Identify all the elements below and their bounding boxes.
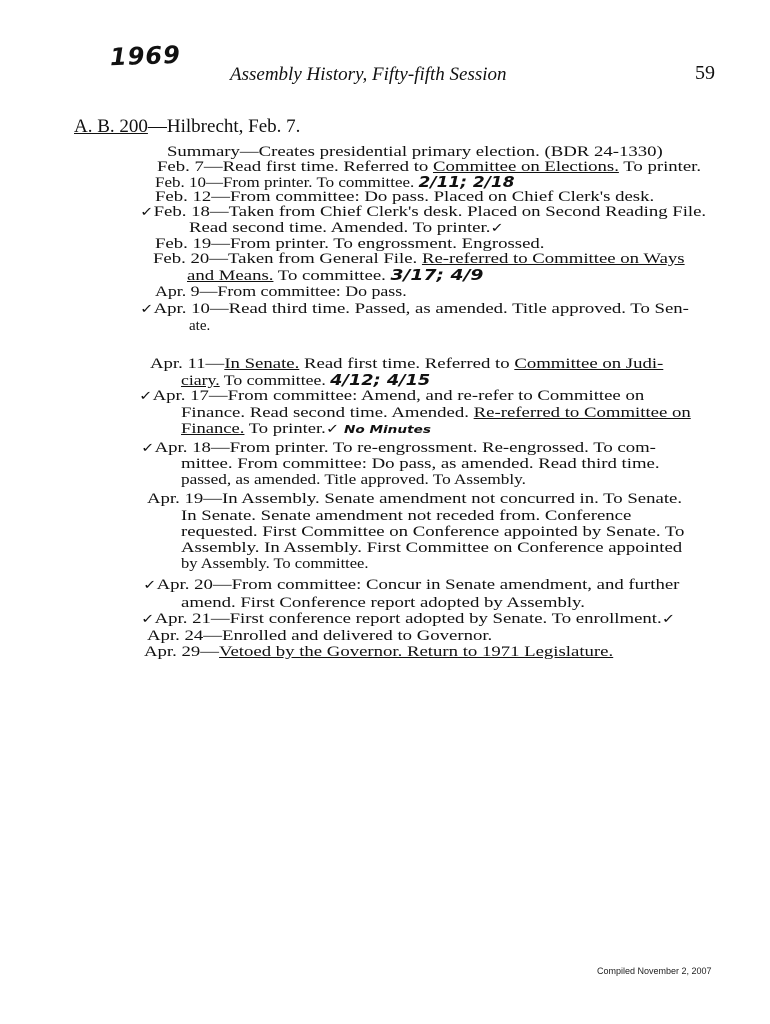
history-line (181, 509, 631, 524)
history-line (181, 596, 585, 611)
history-text: Finance. Read second time. Amended. (181, 405, 474, 421)
history-line (181, 541, 682, 556)
history-line (143, 578, 679, 593)
history-text: Apr. 17—From committee: Amend, and re-refer to Committee on (152, 388, 645, 404)
history-text: Feb. 12—From committee: Do pass. Placed on Chief Clerk's desk. (155, 189, 655, 205)
history-line (147, 492, 682, 507)
history-line (181, 557, 368, 572)
history-line (167, 145, 663, 160)
history-line (147, 629, 492, 644)
history-text: Apr. 29— (144, 644, 219, 660)
history-text: Apr. 19—In Assembly. Senate amendment not concurred in. To Senate. (147, 491, 683, 507)
history-text: requested. First Committee on Conference appointed by Senate. To (181, 524, 685, 540)
underlined-text: Committee on Judi- (514, 356, 664, 372)
history-line (181, 422, 431, 437)
underlined-text: Re-referred to Committee on Ways (421, 251, 685, 267)
checkmark-icon: ✓ (143, 578, 157, 593)
history-line (181, 525, 684, 540)
history-text: To printer. (244, 421, 326, 437)
history-text: Apr. 9—From committee: Do pass. (155, 284, 407, 300)
history-line (155, 285, 407, 300)
history-line (181, 373, 430, 389)
history-line (141, 612, 675, 627)
checkmark-icon: ✓ (141, 441, 155, 456)
handwritten-date-note: 4/12; 4/15 (330, 371, 431, 389)
history-text: Apr. 24—Enrolled and delivered to Governor. (147, 628, 493, 644)
history-text: Feb. 10—From printer. To committee. (155, 175, 419, 191)
history-line (139, 389, 644, 404)
handwritten-date-note: 3/17; 4/9 (390, 266, 484, 284)
checkmark-icon: ✓ (661, 612, 676, 627)
history-text: In Senate. Senate amendment not receded from. Conference (181, 508, 632, 524)
underlined-text: and Means. (187, 268, 274, 284)
history-line (181, 406, 691, 421)
handwritten-date-note: 2/11; 2/18 (418, 173, 515, 191)
history-text: Feb. 18—Taken from Chief Clerk's desk. Placed on Second Reading File. (153, 204, 707, 220)
history-line (181, 457, 660, 472)
history-line (181, 473, 526, 488)
history-text: ate. (189, 318, 211, 334)
history-line (144, 645, 613, 660)
page-number: 59 (695, 62, 715, 84)
checkmark-icon: ✓ (140, 302, 154, 317)
history-text: To committee. (219, 373, 331, 389)
history-text: Apr. 11— (150, 356, 225, 372)
underlined-text: Vetoed by the Governor. Return to 1971 Legislature. (219, 644, 614, 660)
history-line (155, 190, 654, 205)
history-text: passed, as amended. Title approved. To Assembly. (181, 472, 526, 488)
underlined-text: Committee on Elections. (432, 159, 619, 175)
compiled-date-footer: Compiled November 2, 2007 (597, 966, 712, 976)
underlined-text: Re-referred to Committee on (473, 405, 691, 421)
history-text: To printer. (618, 159, 702, 175)
history-line (140, 302, 689, 317)
handwritten-note: No Minutes (343, 423, 431, 436)
checkmark-icon: ✓ (490, 221, 505, 236)
history-text: Feb. 19—From printer. To engrossment. Engrossed. (155, 236, 545, 252)
underlined-text: ciary. (181, 373, 220, 389)
history-line (189, 221, 504, 236)
history-text: Assembly. In Assembly. First Committee on Conference appointed (181, 540, 683, 556)
history-line (140, 205, 706, 220)
history-text: mittee. From committee: Do pass, as amended. Read third time. (181, 456, 660, 472)
history-line (155, 237, 544, 252)
history-text: by Assembly. To committee. (181, 556, 369, 572)
history-line (187, 268, 483, 284)
history-text: Read second time. Amended. To printer. (189, 220, 491, 236)
history-text: Feb. 20—Taken from General File. (153, 251, 422, 267)
bill-sponsor: —Hilbrecht, Feb. 7. (147, 116, 301, 137)
history-text: Apr. 10—Read third time. Passed, as amended. Title approved. To Sen- (153, 301, 689, 317)
checkmark-icon: ✓ (325, 422, 340, 437)
underlined-text: In Senate. (224, 356, 300, 372)
history-line (153, 252, 685, 267)
history-text: amend. First Conference report adopted by Assembly. (181, 595, 585, 611)
bill-heading (74, 116, 300, 138)
checkmark-icon: ✓ (141, 612, 155, 627)
checkmark-icon: ✓ (140, 205, 154, 220)
handwritten-year: 1969 (109, 40, 182, 72)
history-text: Apr. 18—From printer. To re-engrossment. Re-engrossed. To com- (154, 440, 656, 456)
history-line (150, 357, 663, 372)
history-line (189, 319, 210, 334)
bill-number: A. B. 200 (74, 116, 148, 137)
checkmark-icon: ✓ (139, 389, 153, 404)
page-header-title: Assembly History, Fifty-fifth Session (230, 64, 507, 85)
history-text: Read first time. Referred to (299, 356, 515, 372)
underlined-text: Finance. (181, 421, 245, 437)
history-text: Apr. 20—From committee: Concur in Senate amendment, and further (156, 577, 680, 593)
history-line (141, 441, 656, 456)
history-text: Apr. 21—First conference report adopted by Senate. To enrollment. (154, 611, 662, 627)
history-text: Summary—Creates presidential primary election. (BDR 24-1330) (167, 144, 663, 160)
history-text: To committee. (273, 268, 391, 284)
history-text: Feb. 7—Read first time. Referred to (157, 159, 433, 175)
